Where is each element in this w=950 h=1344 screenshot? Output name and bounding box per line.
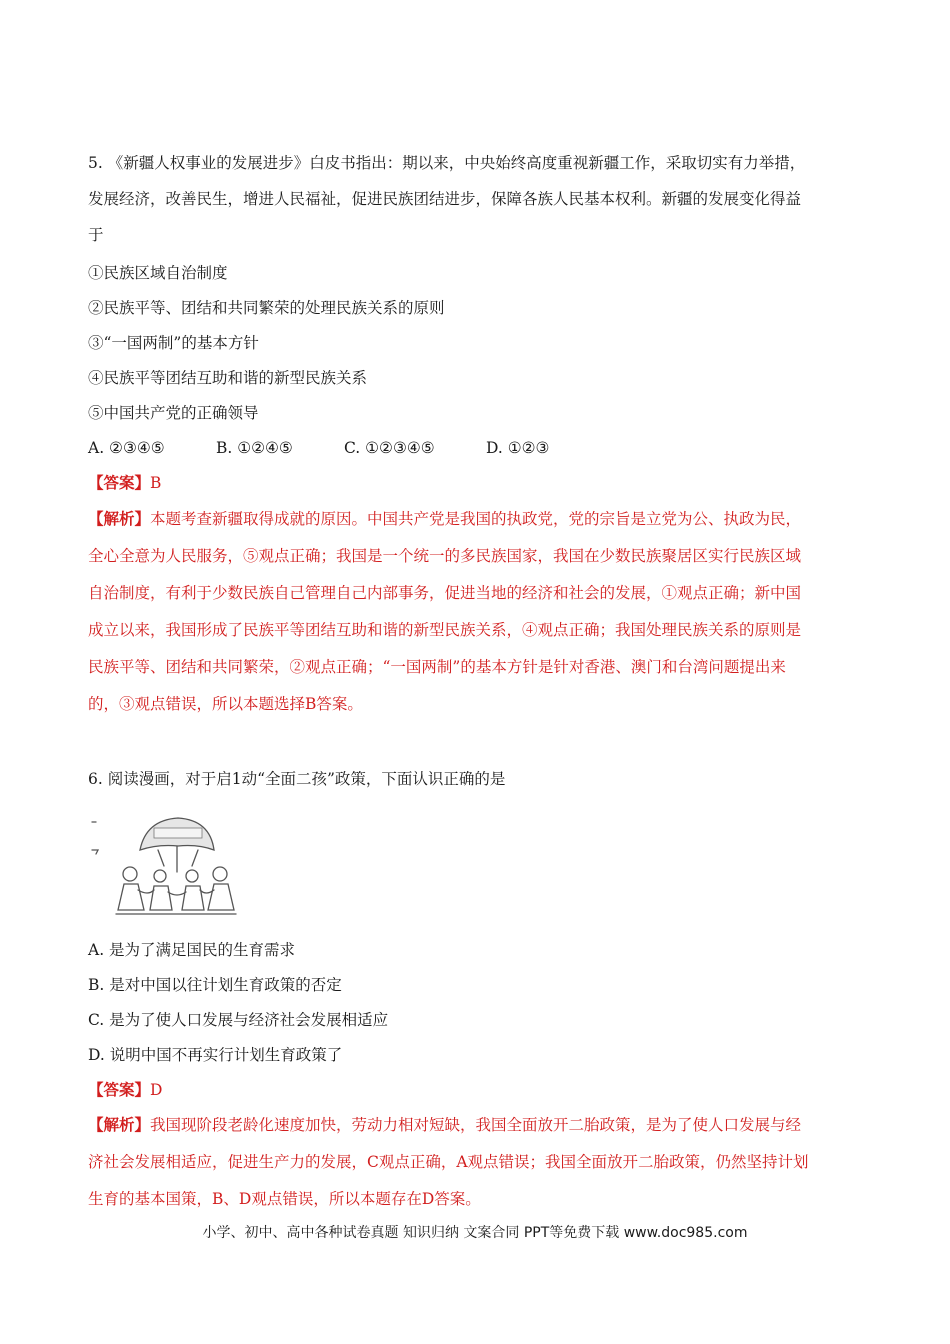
q5-item-2: ②民族平等、团结和共同繁荣的处理民族关系的原则: [88, 299, 445, 317]
q5-item-3: ③“一国两制”的基本方针: [88, 334, 259, 352]
q6-option-c: C. 是为了使人口发展与经济社会发展相适应: [88, 1011, 389, 1029]
q6-option-d: D. 说明中国不再实行计划生育政策了: [88, 1046, 343, 1064]
q5-stem-line-3: 于: [88, 226, 104, 244]
q5-item-1: ①民族区域自治制度: [88, 264, 228, 282]
q5-item-5: ⑤中国共产党的正确领导: [88, 404, 259, 422]
q6-option-a: A. 是为了满足国民的生育需求: [88, 941, 296, 959]
q5-analysis-text-1: 本题考查新疆取得成就的原因。中国共产党是我国的执政党，党的宗旨是立党为公、执政为民，: [150, 510, 802, 528]
q6-analysis-text-1: 我国现阶段老龄化速度加快，劳动力相对短缺，我国全面放开二胎政策，是为了使人口发展与经: [150, 1116, 802, 1134]
q5-analysis-line-6: 的，③观点错误，所以本题选择B答案。: [88, 695, 363, 713]
q5-options: [88, 437, 549, 459]
q6-analysis-line-2: 济社会发展相适应，促进生产力的发展，C观点正确，A观点错误；我国全面放开二胎政策，仍然坚持计划: [88, 1153, 809, 1171]
cartoon-image: [88, 810, 238, 922]
q5-analysis-line-5: 民族平等、团结和共同繁荣，②观点正确；“一国两制”的基本方针是针对香港、澳门和台湾问题提出来: [88, 658, 786, 676]
q6-option-b: B. 是对中国以往计划生育政策的否定: [88, 976, 342, 994]
q5-option-d: D. ①②③: [486, 439, 550, 457]
q5-analysis-line-2: 全心全意为人民服务，⑤观点正确；我国是一个统一的多民族国家，我国在少数民族聚居区实行民族区域: [88, 547, 802, 565]
q5-analysis-line-4: 成立以来，我国形成了民族平等团结互助和谐的新型民族关系，④观点正确；我国处理民族关系的原则是: [88, 621, 802, 639]
q6-analysis-line-3: 生育的基本国策，B、D观点错误，所以本题存在D答案。: [88, 1190, 481, 1208]
q5-answer: [88, 472, 161, 494]
q5-item-4: ④民族平等团结互助和谐的新型民族关系: [88, 369, 368, 387]
q5-answer-tag: 【答案】: [88, 473, 151, 492]
q5-analysis-line-1: [88, 508, 801, 530]
q5-analysis-line-3: 自治制度，有利于少数民族自己管理自己内部事务，促进当地的经济和社会的发展，①观点正确；新中国: [88, 584, 802, 602]
q6-answer-tag: 【答案】: [88, 1080, 151, 1099]
q6-stem: 6. 阅读漫画，对于启1动“全面二孩”政策，下面认识正确的是: [88, 770, 506, 788]
q5-answer-value: B: [150, 474, 162, 492]
q6-answer: [88, 1079, 162, 1101]
q6-analysis-line-1: [88, 1114, 801, 1136]
q5-analysis-tag: 【解析】: [88, 509, 151, 528]
q5-stem-line-1: 5. 《新疆人权事业的发展进步》白皮书指出：期以来，中央始终高度重视新疆工作，采取切实有力举措，: [88, 154, 806, 172]
q5-option-b: B. ①②④⑤: [216, 439, 293, 457]
q5-stem-line-2: 发展经济，改善民生，增进人民福祉，促进民族团结进步，保障各族人民基本权利。新疆的发展变化得益: [88, 190, 802, 208]
q5-option-c: C. ①②③④⑤: [344, 439, 435, 457]
q6-analysis-tag: 【解析】: [88, 1115, 151, 1134]
q6-answer-value: D: [150, 1081, 163, 1099]
q5-option-a: A. ②③④⑤: [88, 439, 165, 457]
page-footer: 小学、初中、高中各种试卷真题 知识归纳 文案合同 PPT等免费下载 www.doc985.com: [202, 1225, 748, 1241]
